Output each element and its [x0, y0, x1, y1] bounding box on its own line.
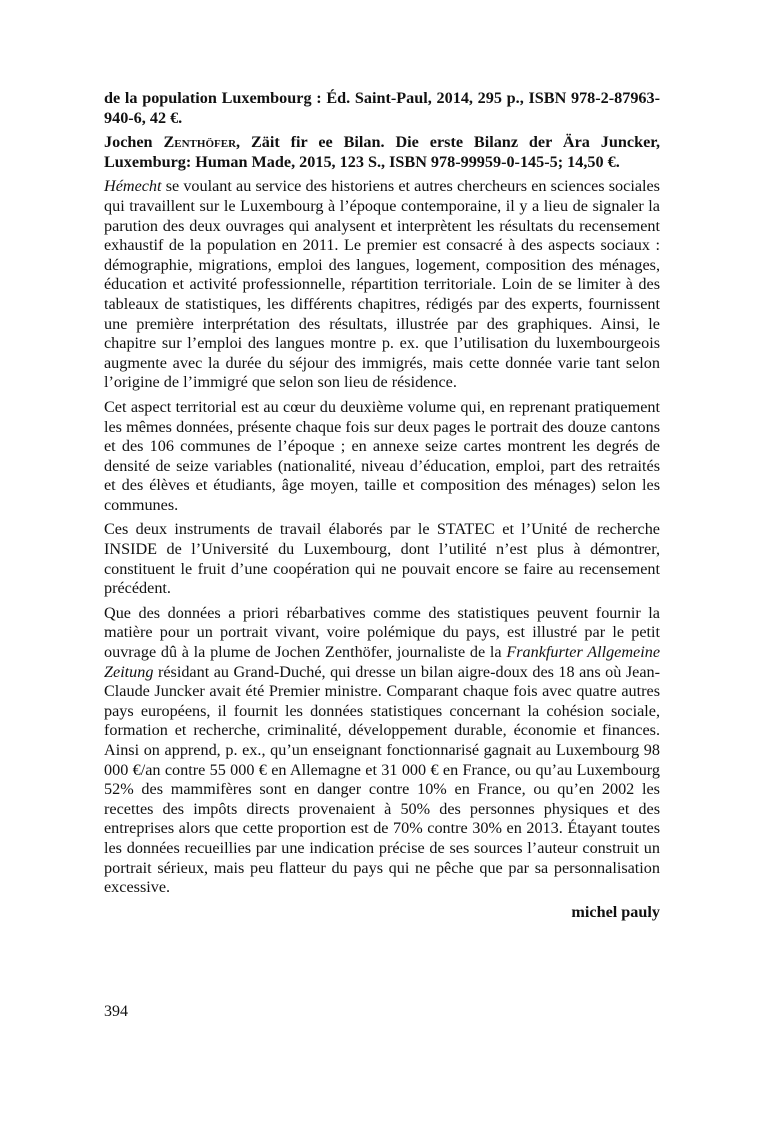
newspaper-title: Frankfurter Allgemeine Zeitung: [104, 643, 661, 681]
author-first-name: Jochen: [104, 133, 164, 152]
bibliography-entry-1: [104, 89, 660, 128]
paragraph-2: Cet aspect territorial est au cœur du deuxième volume qui, en reprenant pratiquement les mêmes données, présente chaque fois sur deux pages le portrait des douze cantons et des 106 communes de l’époque ; en annexe seize cartes montrent les degrés de densité de seize variables (nationalité, niveau d’éducation, emploi, part des retraités et des élèves et étudiants, âge moyen, taille et composition des ménages) selon les communes.: [104, 397, 660, 514]
paragraph-4-text-after: résidant au Grand-Duché, qui dresse un bilan aigre-doux des 18 ans où Jean-Claude Juncker avait été Premier ministre. Comparant chaque fois avec quatre autres pays européens, il fournit les données statistiques concernant la cohésion sociale, formation et recherche, criminalité, développement durable, économie et finances. Ainsi on apprend, p. ex., qu’un enseignant fonctionnarisé gagnait au Luxembourg 98 000 €/an contre 55 000 € en Allemagne et 31 000 € en France, ou qu’au Luxembourg 52% des mammifères sont en danger contre 10% en France, ou qu’en 2002 les recettes des impôts directs provenaient à 50% des personnes physiques et des entreprises alors que cette proportion est de 70% contre 30% en 2013. Étayant toutes les données recueillies par une indication précise de ses sources l’auteur construit un portrait sérieux, mais peu flatteur du pays qui ne pêche que par sa personnalisation excessive.: [104, 662, 660, 897]
bibliography-entry-1-text: de la population Luxembourg : Éd. Saint-Paul, 2014, 295 p., ISBN 978-2-87963-940-6, 42 €.: [104, 89, 660, 127]
bibliography-entry-2-details: , Zäit fir ee Bilan. Die erste Bilanz der Ära Juncker, Luxemburg: Human Made, 2015, 123 S., ISBN 978-99959-0-145-5; 14,50 €.: [104, 133, 660, 171]
author-signature: michel pauly: [571, 902, 660, 921]
paragraph-4-text-before: Que des données a priori rébarbatives comme des statistiques peuvent fournir la matière pour un portrait vivant, voire polémique du pays, est illustré par le petit ouvrage dû à la plume de Jochen Zenthöfer, journaliste de la: [104, 603, 660, 662]
paragraph-1-text: se voulant au service des historiens et autres chercheurs en sciences sociales qui travaillent sur le Luxembourg à l’époque contemporaine, il y a lieu de signaler la parution des deux ouvrages qui analysent et interprètent les résultats du recensement exhaustif de la population en 2011. Le premier est consacré à des aspects sociaux : démographie, migrations, emploi des langues, logement, composition des ménages, éducation et activité professionnelle, répartition territoriale. Loin de se limiter à des tableaux de statistiques, les différents chapitres, rédigés par des experts, fournissent une première interprétation des résultats, illustrée par des graphiques. Ainsi, le chapitre sur l’emploi des langues montre p. ex. que l’utilisation du luxembourgeois augmente avec la durée du séjour des immigrés, mais cette donnée varie tant selon l’origine de l’immigré que selon son lieu de résidence.: [104, 177, 660, 392]
review-text: [104, 89, 660, 922]
paragraph-4: [104, 604, 660, 898]
journal-title: Hémecht: [104, 177, 162, 196]
bibliography-entry-2: [104, 133, 660, 172]
paragraph-3: Ces deux instruments de travail élaborés par le STATEC et l’Unité de recherche INSIDE de l’Université du Luxembourg, dont l’utilité n’est plus à démontrer, constituent le fruit d’une coopération qui ne pouvait encore se faire au recensement précédent.: [104, 520, 660, 598]
author-last-name: Zenthöfer: [163, 133, 237, 152]
page-number: 394: [104, 1003, 128, 1020]
paragraph-1: [104, 177, 660, 393]
